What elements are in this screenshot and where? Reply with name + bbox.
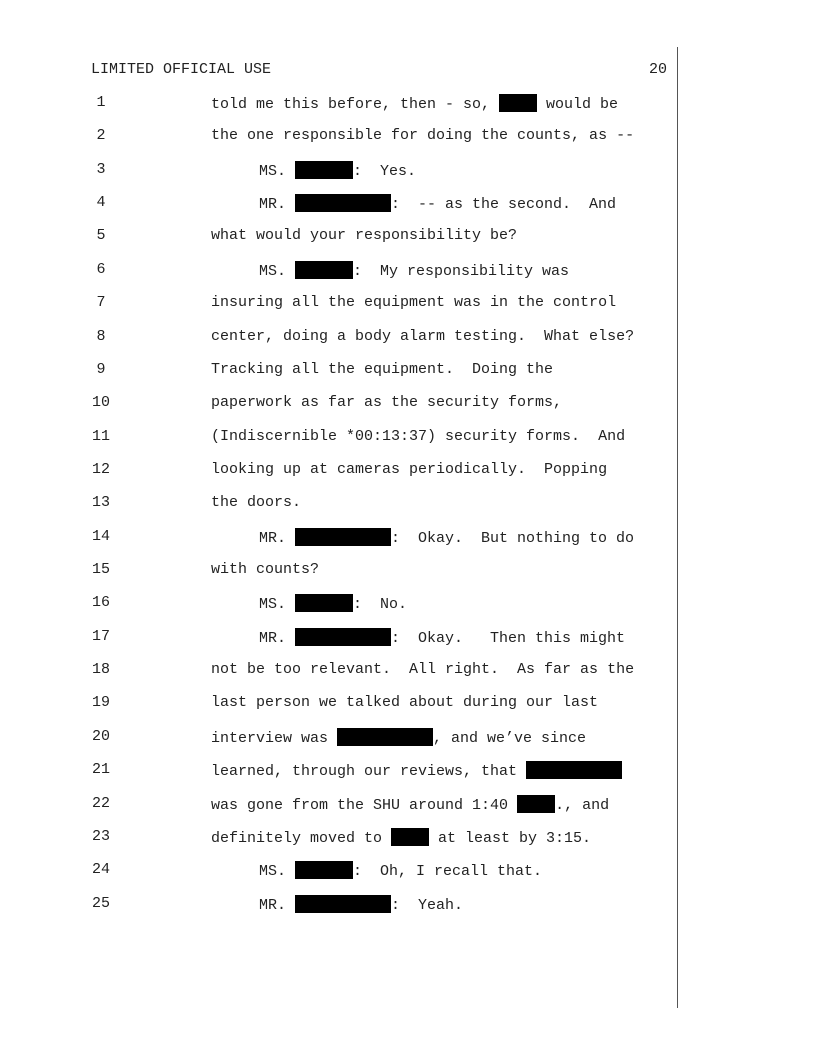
text-segment: MS. (259, 162, 296, 180)
text-segment: : Oh, I recall that. (353, 863, 543, 881)
line-text (211, 127, 634, 144)
transcript-line (0, 861, 816, 894)
line-number: 2 (96, 127, 106, 145)
line-text (259, 528, 634, 547)
redaction-box (295, 528, 391, 546)
text-segment: interview was (211, 729, 338, 747)
line-number: 18 (91, 661, 110, 679)
line-number: 11 (91, 427, 110, 445)
transcript-line (0, 795, 816, 828)
line-number: 17 (91, 627, 110, 645)
line-number: 21 (91, 761, 110, 779)
line-text (259, 594, 407, 613)
line-text (211, 94, 618, 113)
text-segment: : No. (353, 596, 408, 614)
redaction-box (295, 628, 391, 646)
line-number: 14 (91, 527, 110, 545)
text-segment: definitely moved to (211, 829, 392, 847)
text-segment: at least by 3:15. (429, 829, 592, 847)
text-segment: the doors. (211, 494, 302, 512)
transcript-line (0, 461, 816, 494)
line-text (211, 761, 622, 780)
transcript-line (0, 528, 816, 561)
line-text (259, 628, 625, 647)
text-segment: MS. (259, 262, 296, 280)
transcript-line (0, 761, 816, 794)
transcript-line (0, 161, 816, 194)
transcript-line (0, 261, 816, 294)
line-text (211, 394, 562, 411)
text-segment: : Okay. Then this might (391, 629, 626, 647)
line-number: 15 (91, 561, 110, 579)
text-segment: , and we’ve since (433, 729, 587, 747)
line-number: 9 (96, 360, 106, 378)
line-text (211, 361, 553, 378)
redaction-box (295, 194, 391, 212)
line-number: 6 (96, 260, 106, 278)
line-text (211, 461, 607, 478)
text-segment: the one responsible for doing the counts, as -- (211, 127, 635, 145)
line-number: 8 (96, 327, 106, 345)
redaction-box (295, 594, 353, 612)
transcript-line (0, 828, 816, 861)
text-segment: : Okay. But nothing to do (391, 529, 635, 547)
text-segment: MS. (259, 863, 296, 881)
transcript-line (0, 628, 816, 661)
text-segment: MR. (259, 896, 296, 914)
text-segment: : Yes. (353, 162, 417, 180)
transcript-line (0, 728, 816, 761)
transcript-line (0, 294, 816, 327)
line-number: 19 (91, 694, 110, 712)
line-text (211, 428, 625, 445)
transcript-body (0, 94, 816, 928)
text-segment: looking up at cameras periodically. Popping (211, 460, 608, 478)
line-text (211, 227, 517, 244)
text-segment: paperwork as far as the security forms, (211, 394, 563, 412)
line-number: 16 (91, 594, 110, 612)
transcript-line (0, 561, 816, 594)
transcript-line (0, 494, 816, 527)
redaction-box (295, 261, 353, 279)
line-text (259, 261, 569, 280)
line-number: 1 (96, 94, 106, 111)
text-segment: was gone from the SHU around 1:40 (211, 796, 518, 814)
transcript-line (0, 328, 816, 361)
redaction-box (517, 795, 555, 813)
text-segment: center, doing a body alarm testing. What else? (211, 327, 635, 345)
text-segment: (Indiscernible *00:13:37) security forms. And (211, 427, 626, 445)
text-segment: with counts? (211, 561, 320, 579)
transcript-line (0, 895, 816, 928)
text-segment: what would your responsibility be? (211, 227, 518, 245)
transcript-line (0, 361, 816, 394)
line-text (211, 294, 616, 311)
line-text (211, 694, 598, 711)
line-number: 7 (96, 294, 106, 312)
page-header (91, 61, 667, 81)
text-segment: insuring all the equipment was in the control (211, 294, 617, 312)
redaction-box (526, 761, 622, 779)
line-number: 3 (96, 160, 106, 178)
text-segment: ., and (555, 796, 610, 814)
classification-marking: LIMITED OFFICIAL USE (91, 61, 272, 78)
redaction-box (337, 728, 433, 746)
line-text (211, 328, 634, 345)
transcript-line (0, 394, 816, 427)
line-text (259, 895, 463, 914)
line-number: 10 (91, 394, 110, 412)
transcript-line (0, 594, 816, 627)
line-number: 20 (91, 727, 110, 745)
transcript-line (0, 227, 816, 260)
line-text (259, 161, 416, 180)
line-text (211, 828, 591, 847)
line-text (259, 194, 616, 213)
line-text (211, 795, 609, 814)
text-segment: last person we talked about during our last (211, 694, 599, 712)
transcript-line (0, 428, 816, 461)
text-segment: would be (537, 96, 619, 113)
line-number: 24 (91, 861, 110, 879)
text-segment: MR. (259, 529, 296, 547)
text-segment: learned, through our reviews, that (211, 763, 527, 781)
line-number: 12 (91, 460, 110, 478)
redaction-box (391, 828, 429, 846)
text-segment: Tracking all the equipment. Doing the (211, 360, 554, 378)
line-text (211, 494, 301, 511)
redaction-box (295, 895, 391, 913)
text-segment: told me this before, then - so, (211, 96, 500, 113)
transcript-line (0, 194, 816, 227)
text-segment: MR. (259, 196, 296, 214)
line-number: 5 (96, 227, 106, 245)
text-segment: : -- as the second. And (391, 196, 617, 214)
line-number: 22 (91, 794, 110, 812)
text-segment: MS. (259, 596, 296, 614)
line-text (211, 661, 634, 678)
redaction-box (295, 161, 353, 179)
redaction-box (295, 861, 353, 879)
text-segment: not be too relevant. All right. As far as the (211, 661, 635, 679)
line-text (211, 728, 586, 747)
transcript-line (0, 127, 816, 160)
transcript-line (0, 94, 816, 127)
line-number: 13 (91, 494, 110, 512)
line-text (259, 861, 542, 880)
transcript-line (0, 694, 816, 727)
text-segment: : Yeah. (391, 896, 464, 914)
text-segment: : My responsibility was (353, 262, 570, 280)
line-number: 4 (96, 194, 106, 212)
redaction-box (499, 94, 537, 112)
text-segment: MR. (259, 629, 296, 647)
line-number: 23 (91, 827, 110, 845)
line-text (211, 561, 319, 578)
transcript-line (0, 661, 816, 694)
page-number: 20 (648, 61, 667, 78)
line-number: 25 (91, 894, 110, 912)
